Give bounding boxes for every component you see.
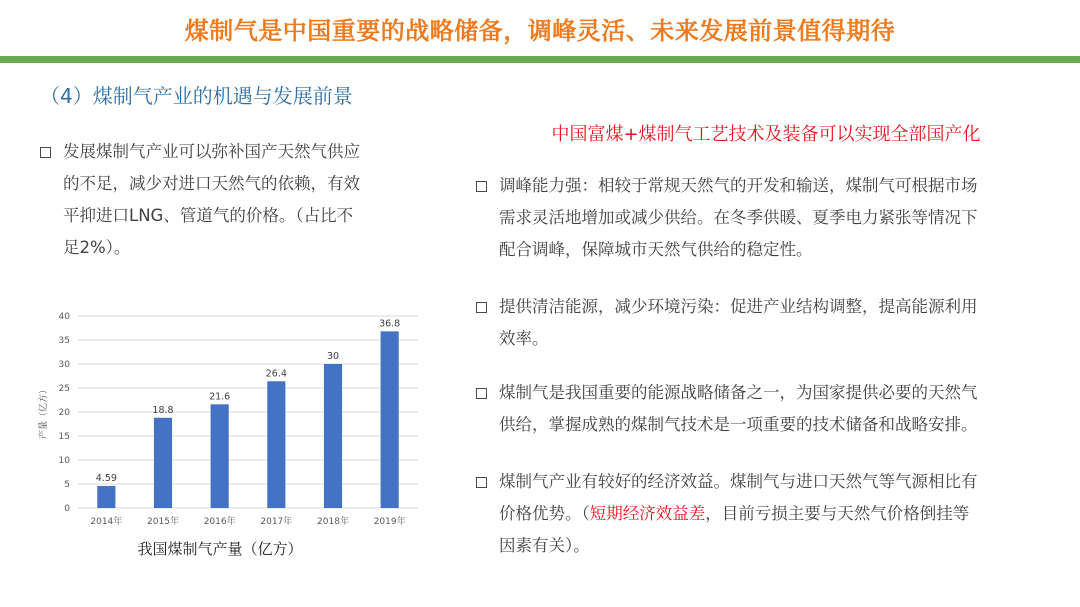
bar-value-label: 36.8 [379,318,401,330]
checkbox-bullet-icon [476,302,487,313]
left-bullet-line: 的不足，减少对进口天然气的依赖，有效 [63,174,360,193]
left-bullet-line: 平抑进口LNG、管道气的价格。（占比不 [63,206,354,225]
bullet-line: 配合调峰，保障城市天然气供给的稳定性。 [499,240,813,259]
chart-caption: 我国煤制气产量（亿方） [137,540,303,558]
checkbox-bullet-icon [40,147,51,158]
bar [267,381,285,508]
bullet-line: 供给，掌握成熟的煤制气技术是一项重要的技术储备和战略安排。 [499,415,978,434]
right-bullet-strategic-reserve [476,377,1056,441]
bar-value-label: 30 [326,351,340,362]
left-bullet [40,136,410,264]
x-tick-label: 2015年 [147,517,179,527]
bullet-line: 效率。 [499,329,549,348]
bar-value-label: 18.8 [152,404,174,416]
section-heading: （4）煤制气产业的机遇与发展前景 [40,84,353,108]
y-tick-label: 35 [58,336,70,346]
y-tick-label: 30 [58,360,70,370]
bar-value-label: 26.4 [265,368,287,380]
left-bullet-line: 足2%）。 [63,238,131,257]
bullet-line: 煤制气产业有较好的经济效益。煤制气与进口天然气等气源相比有 [499,472,978,491]
x-tick-label: 2014年 [90,517,123,527]
y-tick-label: 0 [64,504,70,514]
y-tick-label: 5 [64,480,70,490]
y-tick-label: 10 [58,456,70,466]
production-bar-chart [30,300,430,565]
x-tick-label: 2019年 [373,517,406,527]
x-tick-label: 2017年 [260,517,293,527]
y-tick-label: 25 [58,384,70,394]
bar [97,486,115,508]
left-bullet-line: 发展煤制气产业可以弥补国产天然气供应 [63,142,360,161]
bar-value-label: 4.59 [95,472,117,484]
checkbox-bullet-icon [476,388,487,399]
right-bullet-clean-energy [476,291,1056,355]
bar [211,404,229,508]
y-tick-label: 15 [58,432,70,442]
bullet-line: 因素有关）。 [499,536,590,555]
y-tick-label: 20 [58,408,70,418]
right-heading: 中国富煤+煤制气工艺技术及装备可以实现全部国产化 [551,124,981,145]
bullet-line: ，目前亏损主要与天然气价格倒挂等 [705,504,970,523]
bullet-line: 价格优势。（ [499,504,590,523]
checkbox-bullet-icon [476,477,487,488]
bar [324,364,342,508]
checkbox-bullet-icon [476,181,487,192]
bullet-line: 需求灵活地增加或减少供给。在冬季供暖、夏季电力紧张等情况下 [499,208,978,227]
right-bullet-economics [476,466,1056,562]
slide-title: 煤制气是中国重要的战略储备，调峰灵活、未来发展前景值得期待 [184,17,896,45]
bar [154,418,172,508]
right-bullet-peak-shaving [476,170,1056,266]
highlight-short-term-loss: 短期经济效益差 [589,504,706,523]
bar [381,331,399,508]
left-bullet-text [63,136,360,264]
x-tick-label: 2016年 [203,517,236,527]
bullet-line: 提供清洁能源，减少环境污染：促进产业结构调整，提高能源利用 [499,297,978,316]
y-tick-label: 40 [58,312,70,322]
title-rule [0,56,1080,63]
bullet-line: 调峰能力强：相较于常规天然气的开发和输送，煤制气可根据市场 [499,176,978,195]
bar-chart-svg [30,300,430,540]
bar-value-label: 21.6 [209,391,231,403]
y-axis-label: 产量（亿方） [39,384,49,440]
x-tick-label: 2018年 [317,517,349,527]
bullet-line: 煤制气是我国重要的能源战略储备之一，为国家提供必要的天然气 [499,383,978,402]
